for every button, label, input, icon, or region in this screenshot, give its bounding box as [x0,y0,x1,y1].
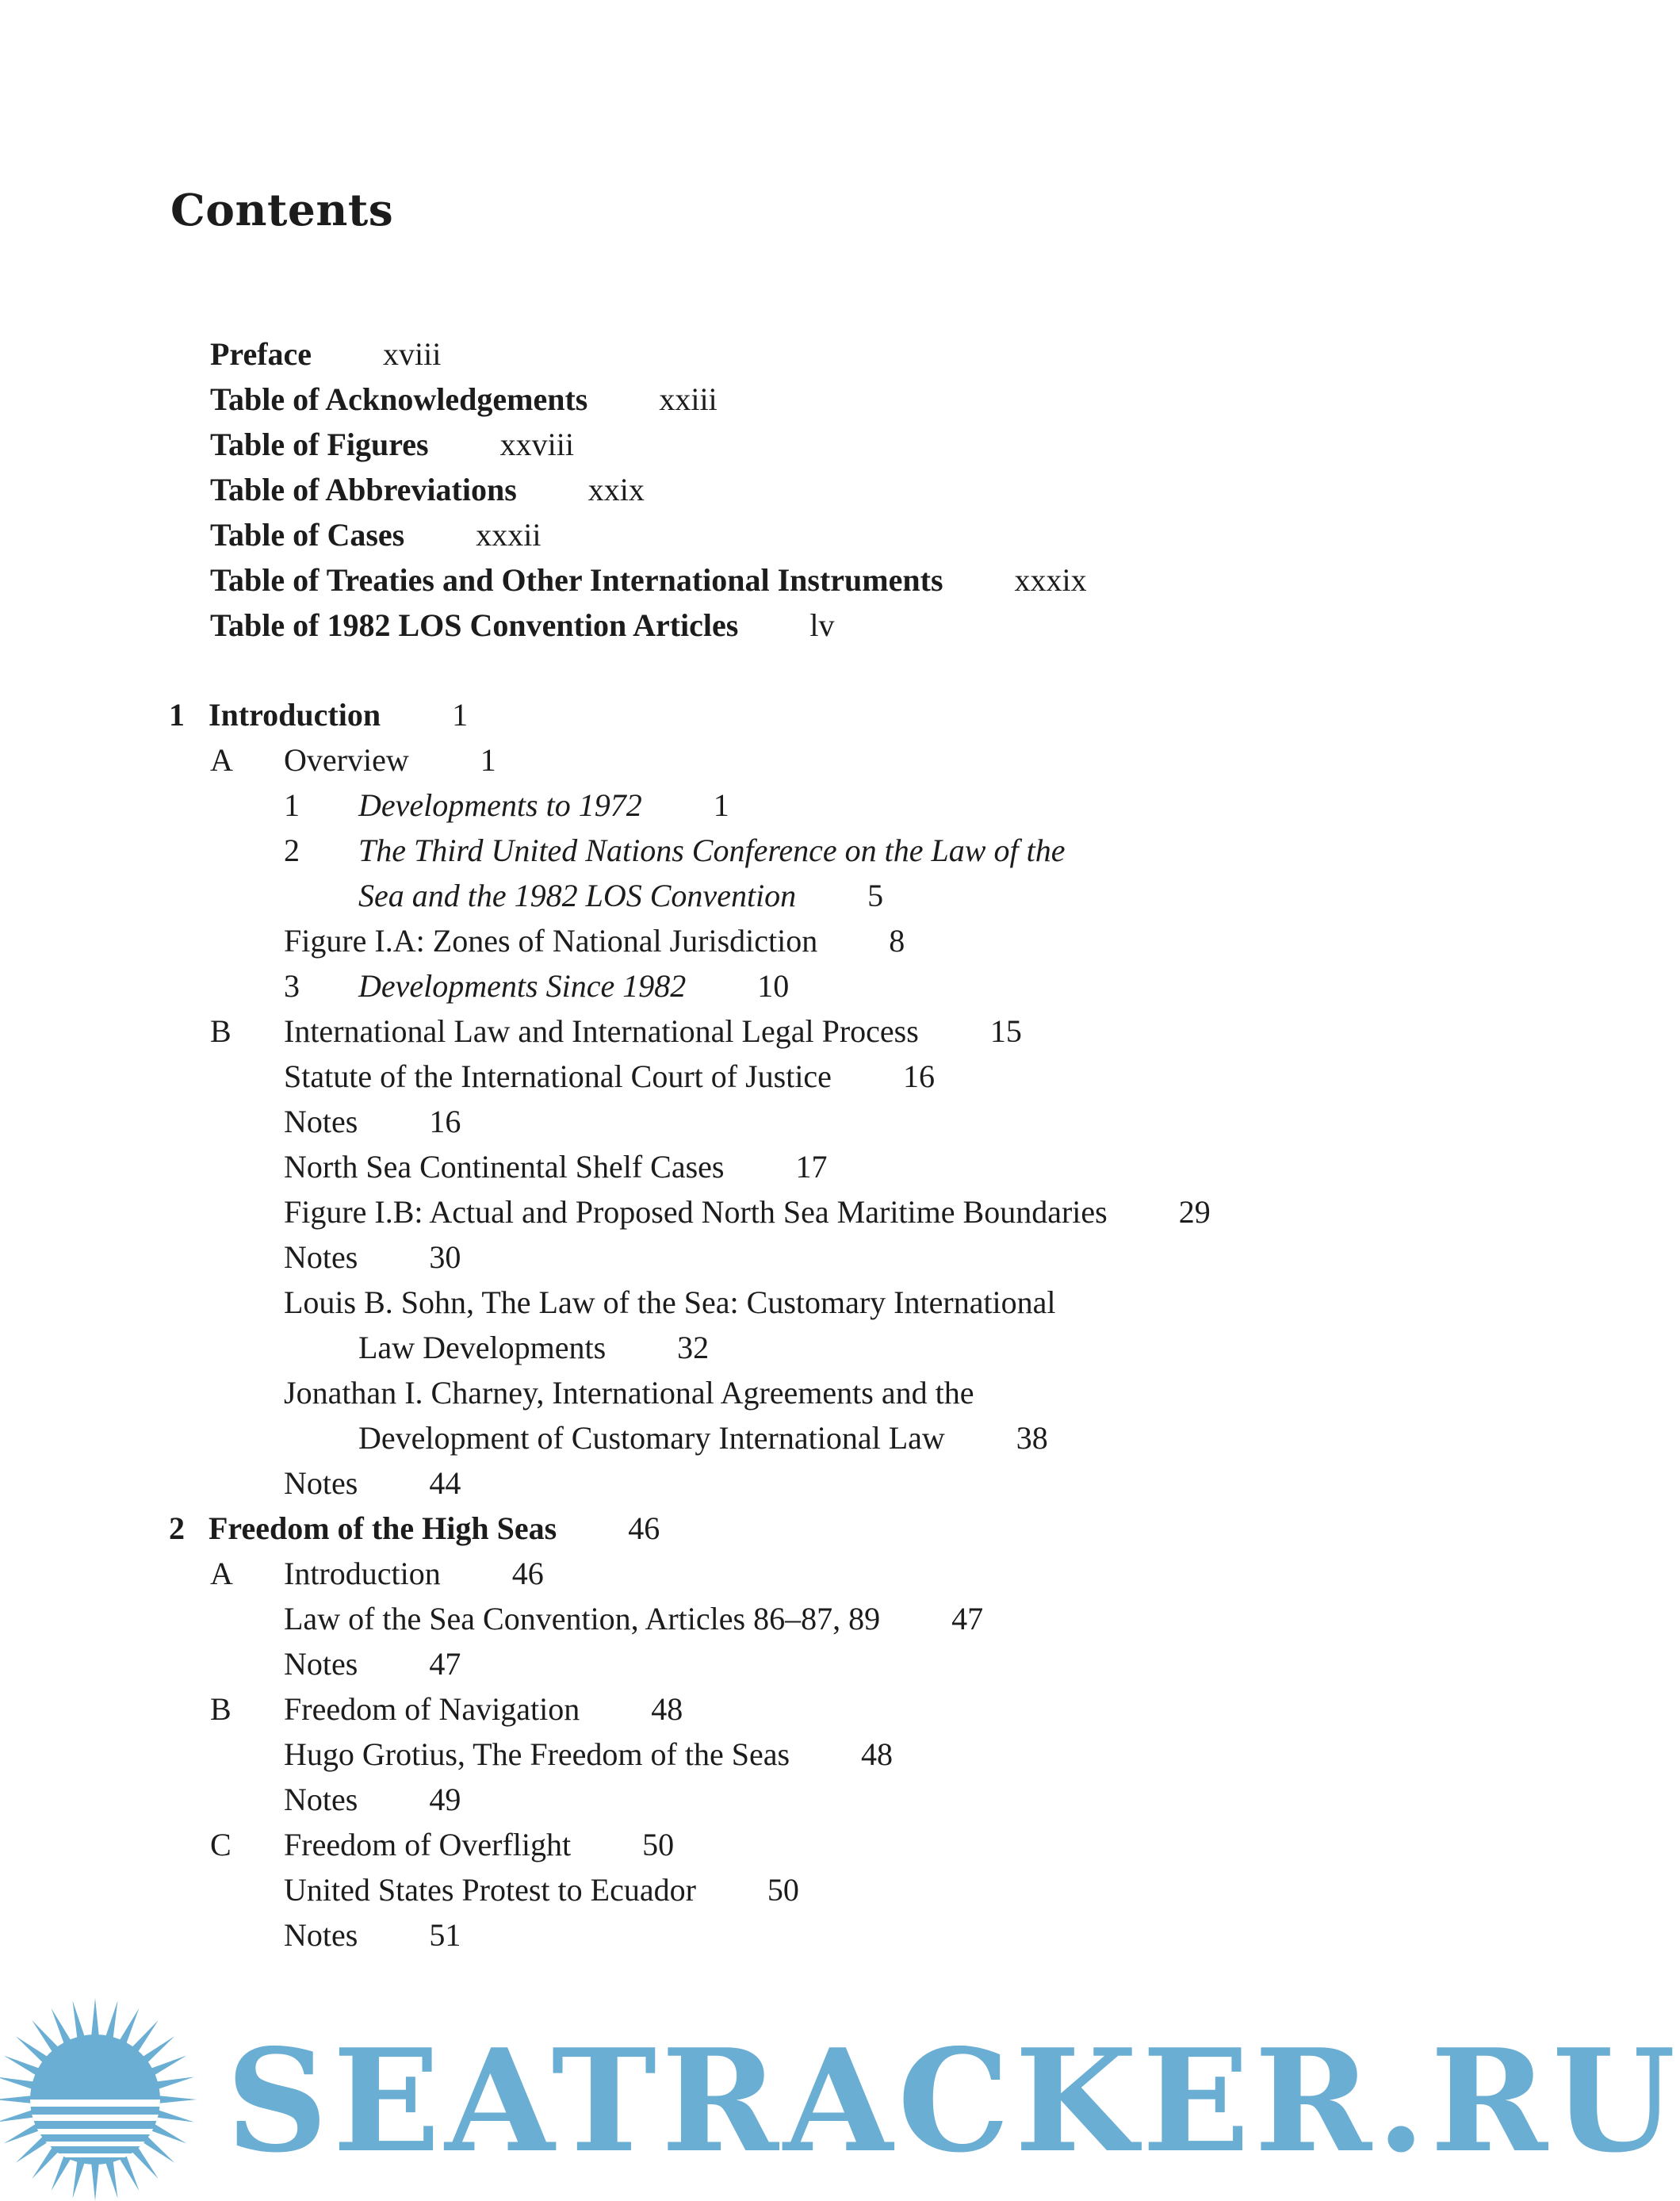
toc-page: 15 [989,1013,1022,1049]
toc-page: xxiii [659,381,718,417]
entry-title: Notes [284,1646,358,1682]
toc-entry-2a-notes[interactable] [0,1641,1452,1686]
table-of-contents [0,331,1452,1958]
subsection-number: 3 [284,968,300,1004]
toc-page: 8 [889,923,905,959]
toc-entry-1b-notes-2[interactable] [0,1234,1452,1280]
toc-page: lv [809,607,835,643]
watermark-text: SEATRACKER.RU [226,2018,1680,2184]
toc-entry-1b-charney-cont[interactable] [0,1415,1452,1460]
toc-entry-convention-articles[interactable] [0,603,1452,648]
toc-entry-1b-statute[interactable] [0,1054,1452,1099]
toc-section-2a[interactable] [0,1551,1452,1596]
entry-title: United States Protest to Ecuador [284,1872,696,1908]
entry-title: Notes [284,1917,358,1953]
section-letter: A [210,742,233,778]
toc-label: Table of Treaties and Other International Instruments [210,562,943,598]
toc-chapter-2[interactable] [0,1506,1452,1551]
toc-page: 30 [429,1239,461,1275]
subsection-title-line1: The Third United Nations Conference on the Law of the [358,833,1066,868]
chapter-title: Introduction [209,697,381,733]
toc-page: 17 [795,1149,828,1185]
spacer [0,648,1452,692]
entry-title-line2: Law Developments [358,1330,607,1365]
section-letter: B [210,1013,232,1049]
subsection-number: 1 [284,787,300,823]
toc-entry-2b-grotius[interactable] [0,1732,1452,1777]
chapter-number: 2 [169,1510,185,1546]
entry-title: Notes [284,1239,358,1275]
subsection-title: Developments to 1972 [358,787,642,823]
entry-title: Notes [284,1465,358,1501]
subsection-number: 2 [284,833,300,868]
entry-title: Notes [284,1782,358,1817]
toc-page: 50 [642,1827,675,1862]
entry-title-line2: Development of Customary International Law [358,1420,945,1456]
section-letter: A [210,1556,233,1591]
toc-page: 47 [429,1646,461,1682]
toc-page: xxxix [1014,562,1087,598]
chapter-number: 1 [169,697,185,733]
entry-title: Hugo Grotius, The Freedom of the Seas [284,1736,790,1772]
toc-page: 32 [677,1330,710,1365]
section-letter: B [210,1691,232,1727]
toc-entry-1b-north-sea[interactable] [0,1144,1452,1189]
subsection-title-line2: Sea and the 1982 LOS Convention [358,878,797,913]
entry-title-line1: Louis B. Sohn, The Law of the Sea: Customary International [284,1284,1056,1320]
toc-page: xviii [383,336,442,372]
watermark [0,1998,1680,2201]
section-title: International Law and International Legal Process [284,1013,919,1049]
toc-section-2c[interactable] [0,1822,1452,1867]
toc-label: Table of Abbreviations [210,472,517,507]
toc-page: 51 [429,1917,461,1953]
toc-page: 16 [902,1058,935,1094]
toc-label: Table of Figures [210,427,429,462]
entry-title: Figure I.B: Actual and Proposed North Sea Maritime Boundaries [284,1194,1108,1230]
toc-page: 10 [757,968,790,1004]
toc-entry-2c-notes[interactable] [0,1912,1452,1958]
section-title: Freedom of Navigation [284,1691,580,1727]
toc-label: Table of Cases [210,517,405,553]
toc-chapter-1[interactable] [0,692,1452,737]
toc-entry-treaties[interactable] [0,557,1452,603]
toc-page: xxix [587,472,645,507]
toc-section-1b[interactable] [0,1009,1452,1054]
toc-page: xxxii [476,517,542,553]
toc-section-2b[interactable] [0,1686,1452,1732]
toc-page: xxviii [499,427,574,462]
toc-page: 50 [767,1872,799,1908]
chapter-title: Freedom of the High Seas [209,1510,557,1546]
toc-section-1a[interactable] [0,737,1452,783]
toc-entry-abbreviations[interactable] [0,467,1452,512]
sunburst-logo-icon [0,1998,222,2201]
toc-entry-cases[interactable] [0,512,1452,557]
toc-subsection-1a2[interactable] [0,828,1452,873]
toc-entry-2c-protest[interactable] [0,1867,1452,1912]
toc-page: 49 [429,1782,461,1817]
toc-label: Table of Acknowledgements [210,381,588,417]
section-title: Freedom of Overflight [284,1827,572,1862]
toc-label: Preface [210,336,312,372]
toc-page: 1 [713,787,729,823]
toc-page: 38 [1016,1420,1048,1456]
entry-title: Law of the Sea Convention, Articles 86–87, 89 [284,1601,881,1636]
toc-page: 46 [628,1510,660,1546]
toc-subsection-1a3[interactable] [0,963,1452,1009]
toc-subsection-1a1[interactable] [0,783,1452,828]
entry-title: Notes [284,1104,358,1139]
toc-entry-2a-articles[interactable] [0,1596,1452,1641]
toc-entry-acknowledgements[interactable] [0,377,1452,422]
toc-entry-2b-notes[interactable] [0,1777,1452,1822]
section-title: Overview [284,742,409,778]
toc-page: 44 [429,1465,461,1501]
toc-page: 1 [452,697,469,733]
toc-page: 5 [867,878,884,913]
toc-entry-figure-ib[interactable] [0,1189,1452,1234]
section-title: Introduction [284,1556,441,1591]
toc-page: 48 [651,1691,683,1727]
toc-entry-figure-ia[interactable] [0,918,1452,963]
toc-entry-1b-sohn[interactable] [0,1280,1452,1325]
toc-entry-1b-notes[interactable] [0,1099,1452,1144]
toc-page: 48 [861,1736,894,1772]
entry-title: North Sea Continental Shelf Cases [284,1149,725,1185]
toc-entry-1b-charney[interactable] [0,1370,1452,1415]
toc-entry-figures[interactable] [0,422,1452,467]
section-letter: C [210,1827,232,1862]
toc-entry-1b-sohn-cont[interactable] [0,1325,1452,1370]
toc-page: 16 [429,1104,461,1139]
toc-page: 29 [1178,1194,1211,1230]
toc-label: Table of 1982 LOS Convention Articles [210,607,739,643]
toc-page: 47 [951,1601,984,1636]
toc-entry-1b-notes-3[interactable] [0,1460,1452,1506]
entry-title-line1: Jonathan I. Charney, International Agreements and the [284,1375,974,1411]
entry-title: Statute of the International Court of Justice [284,1058,832,1094]
entry-title: Figure I.A: Zones of National Jurisdiction [284,923,818,959]
page-title: Contents [170,184,394,235]
toc-entry-preface[interactable] [0,331,1452,377]
toc-page: 1 [480,742,496,778]
toc-subsection-1a2-cont[interactable] [0,873,1452,918]
subsection-title: Developments Since 1982 [358,968,687,1004]
toc-page: 46 [511,1556,544,1591]
